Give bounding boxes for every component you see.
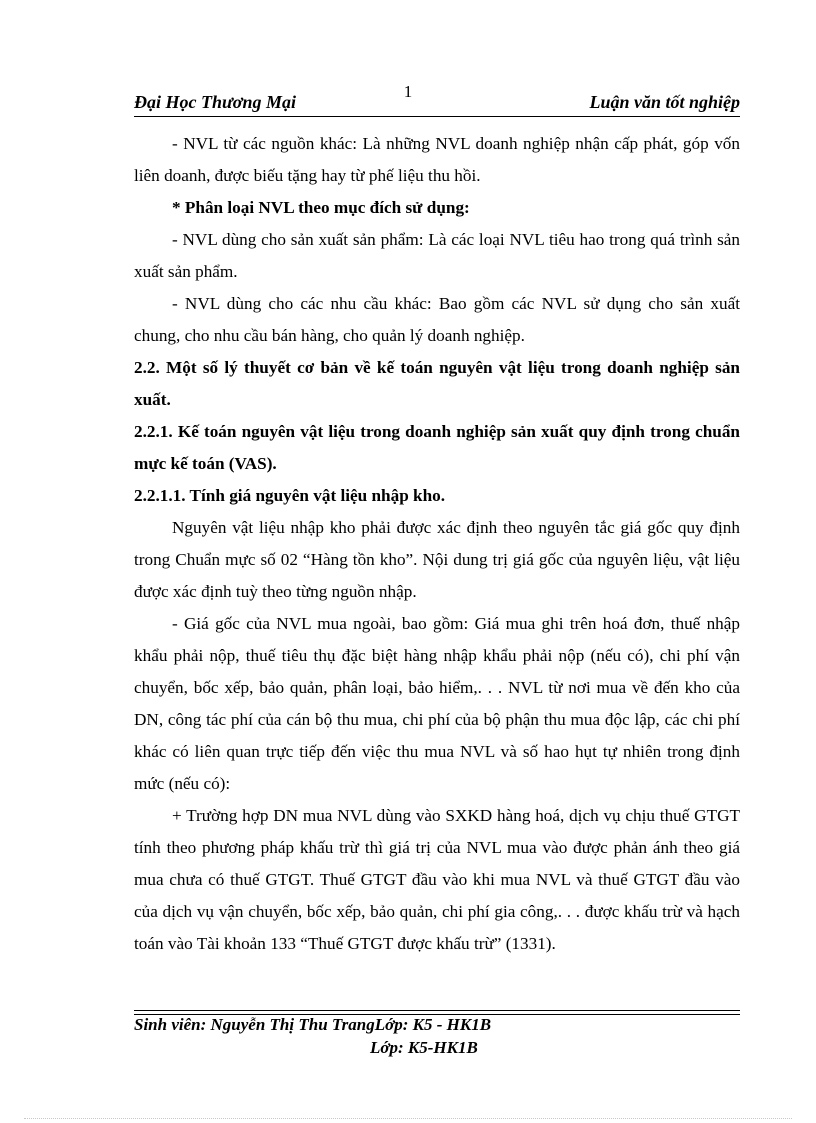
university-name: Đại Học Thương Mại bbox=[134, 92, 296, 112]
document-type: Luận văn tốt nghiệp bbox=[589, 92, 740, 112]
page-header bbox=[134, 92, 740, 117]
section-heading-2-2-1-1: 2.2.1.1. Tính giá nguyên vật liệu nhập kho. bbox=[134, 486, 446, 505]
section-heading-2-2: 2.2. Một số lý thuyết cơ bản về kế toán nguyên vật liệu trong doanh nghiệp sản xuất. bbox=[134, 358, 740, 409]
paragraph-original-cost: Nguyên vật liệu nhập kho phải được xác định theo nguyên tắc giá gốc quy định trong Chuẩn mực số 02 “Hàng tồn kho”. Nội dung trị giá gốc của nguyên liệu, vật liệu được xác định tuỳ theo từng nguồn nhập. bbox=[134, 518, 740, 601]
paragraph-production-use: - NVL dùng cho sản xuất sản phẩm: Là các loại NVL tiêu hao trong quá trình sản xuất sản phẩm. bbox=[134, 230, 740, 281]
footer-student-line: Sinh viên: Nguyễn Thị Thu TrangLớp: K5 - HK1B bbox=[134, 1015, 492, 1034]
paragraph-vat-deduction: + Trường hợp DN mua NVL dùng vào SXKD hàng hoá, dịch vụ chịu thuế GTGT tính theo phương pháp khấu trừ thì giá trị của NVL mua vào được phản ánh theo giá mua chưa có thuế GTGT. Thuế GTGT đầu vào khi mua NVL và thuế GTGT đầu vào của dịch vụ vận chuyển, bốc xếp, bảo quản, chi phí gia công,. . . được khấu trừ và hạch toán vào Tài khoản 133 “Thuế GTGT được khấu trừ” (1331). bbox=[134, 806, 740, 953]
page-edge-dotted-line bbox=[24, 1118, 792, 1119]
paragraph-purchase-cost: - Giá gốc của NVL mua ngoài, bao gồm: Giá mua ghi trên hoá đơn, thuế nhập khẩu phải nộp, thuế tiêu thụ đặc biệt hàng nhập khẩu phải nộp (nếu có), chi phí vận chuyển, bốc xếp, bảo quản, phân loại, bảo hiểm,. . . NVL từ nơi mua về đến kho của DN, công tác phí của cán bộ thu mua, chi phí của bộ phận thu mua độc lập, các chi phí khác có liên quan trực tiếp đến việc thu mua NVL và số hao hụt tự nhiên trong định mức (nếu có): bbox=[134, 614, 740, 793]
section-heading-2-2-1: 2.2.1. Kế toán nguyên vật liệu trong doanh nghiệp sản xuất quy định trong chuẩn mực kế toán (VAS). bbox=[134, 422, 740, 473]
page-number: 1 bbox=[403, 82, 413, 101]
paragraph-other-sources: - NVL từ các nguồn khác: Là những NVL doanh nghiệp nhận cấp phát, góp vốn liên doanh, được biếu tặng hay từ phế liệu thu hồi. bbox=[134, 134, 740, 185]
paragraph-other-needs: - NVL dùng cho các nhu cầu khác: Bao gồm các NVL sử dụng cho sản xuất chung, cho nhu cầu bán hàng, cho quản lý doanh nghiệp. bbox=[134, 294, 740, 345]
subheading-classification: * Phân loại NVL theo mục đích sử dụng: bbox=[172, 198, 470, 217]
page-footer bbox=[134, 1013, 694, 1059]
page-body bbox=[134, 128, 740, 960]
footer-class-line: Lớp: K5-HK1B bbox=[370, 1038, 478, 1057]
